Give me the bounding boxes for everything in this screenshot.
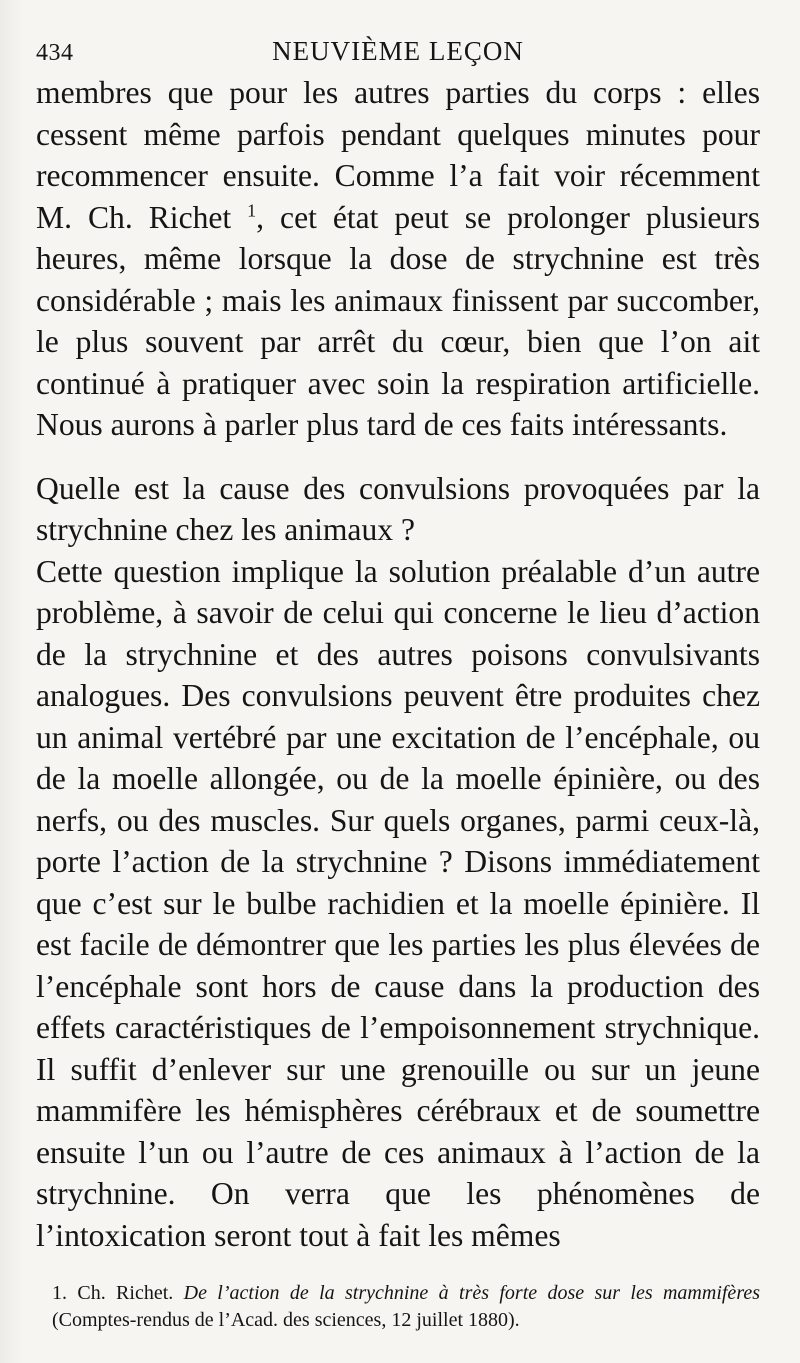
footnote-reference: 1: [247, 199, 257, 220]
page-number: 434: [36, 40, 74, 66]
paragraph-2: Quelle est la cause des convulsions provoquées par la strychnine chez les animaux ?: [36, 470, 760, 547]
paragraph-1-text: membres que pour les autres parties du corps : elles cessent même parfois pendant quelques minutes pour recommencer ensuite. Comme l’a fait voir récemment M. Ch. Richet: [36, 75, 760, 235]
footnote-source: (Comptes-rendus de l’Acad. des sciences, 12 juillet 1880).: [52, 1309, 520, 1331]
footnote-author: Ch. Richet.: [77, 1282, 174, 1304]
running-head: [36, 28, 760, 72]
footnote: [36, 1280, 760, 1334]
footnote-number: 1.: [52, 1282, 67, 1304]
paragraph-3: Cette question implique la solution préalable d’un autre problème, à savoir de celui qui concerne le lieu d’action de la strychnine et des autres poisons convulsivants analogues. Des convulsions peuvent être produites chez un animal vertébré par une excitation de l’encéphale, ou de la moelle allongée, ou de la moelle épinière, ou des nerfs, ou des muscles. Sur quels organes, parmi ceux-là, porte l’action de la strychnine ? Disons immédiatement que c’est sur le bulbe rachidien et la moelle épinière. Il est facile de démontrer que les parties les plus élevées de l’encéphale sont hors de cause dans la production des effets caractéristiques de l’empoisonnement strychnique. Il suffit d’enlever sur une grenouille ou sur un jeune mammifère les hémisphères cérébraux et de soumettre ensuite l’un ou l’autre de ces animaux à l’action de la strychnine. On verra que les phénomènes de l’intoxication seront tout à fait les mêmes: [36, 553, 760, 1253]
running-title: NEUVIÈME LEÇON: [272, 36, 524, 66]
paragraph-1: [36, 72, 760, 446]
paragraph-1-continuation: , cet état peut se prolonger plusieurs heures, même lorsque la dose de strychnine est très considérable ; mais les animaux finissent par succomber, le plus souvent par arrêt du cœur, bien que l’on ait continué à pratiquer avec soin la respiration artificielle. Nous aurons à parler plus tard de ces faits intéressants.: [36, 199, 760, 442]
footnote-title: De l’action de la strychnine à très forte dose sur les mammifères: [183, 1282, 761, 1304]
main-text: [36, 72, 760, 1256]
